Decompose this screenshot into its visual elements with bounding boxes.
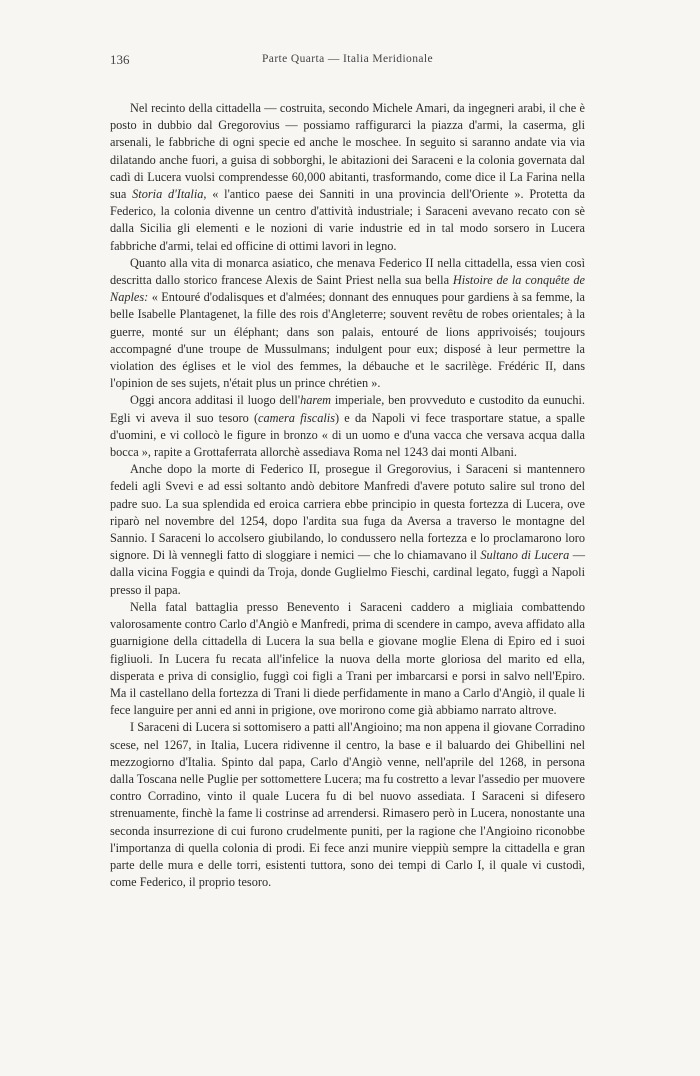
text-run: — dalla vicina Foggia e quindi da Troja, donde Guglielmo Fieschi, cardinal legato, fuggì a Napoli presso il papa. [110,548,585,597]
paragraph [110,255,585,393]
italic-title: Histoire de la conquête de Naples: [110,273,585,305]
text-run: Oggi ancora additasi il luogo dell' [130,393,301,408]
text-run: Quanto alla vita di monarca asiatico, che menava Federico II nella cittadella, essa vien così descritta dallo storico francese Alexis de Saint Priest nella sua bella [110,255,585,288]
page-number: 136 [110,52,130,67]
body-text [110,100,585,891]
text-run: Anche dopo la morte di Federico II, prosegue il Gregorovius, i Saraceni si mantennero fedeli agli Svevi e ad essi soltanto andò debitore Manfredi d'avere potuto salire sul trono del padre suo. La sua splendida ed eroica carriera ebbe principio in questa fortezza di Lucera, ove riparò nel novembre del 1254, dopo l'ardita sua fuga da Aversa a traverso le montagne del Sannio. I Saraceni lo accolsero giubilando, lo condussero nella fortezza e lo proclamarono loro signore. Di là vennegli fatto di sloggiare i nemici — che lo chiamavano il [110,462,585,563]
running-title: Parte Quarta — Italia Meridionale [262,53,433,65]
paragraph [110,599,585,719]
book-page [110,52,585,891]
text-run: « Entouré d'odalisques et d'almées; donnant des ennuques pour gardiens à sa femme, la belle Isabelle Plantagenet, la fille des rois d'Angleterre; souvent revêtu de robes orientales; à la guerre, monté sur un éléphant; dans son palais, entouré de lions apprivoisés; toujours accompagné d'une troupe de Mussulmans; indulgent pour eux; disposé à leur permettre la violation des églises et le viol des femmes, la débauche et le sacrilège. Frédéric II, dans l'opinion de ses sujets, n'était plus un prince chrétien ». [110,290,585,391]
text-run: , « l'antico paese dei Sanniti in una provincia dell'Oriente ». Protetta da Federico, la colonia divenne un centro d'attività industriale; i Saraceni avevano recato con sè dalla Sicilia gli elementi e le nozioni di varie industrie ed in tal modo sorsero in Lucera fabbriche d'armi, telai ed officine di ottimi lavori in legno. [110,187,585,253]
paragraph [110,719,585,891]
italic-title: Storia d'Italia [132,187,204,202]
text-run: ) e da Napoli vi fece trasportare statue, a spalle d'uomini, e vi collocò le figure in bronzo « di un uomo e d'una vacca che versava acqua dalla bocca », rapite a Grottaferrata allorchè assediava Roma nel 1243 dai monti Albani. [110,410,585,460]
text-run: imperiale, ben provveduto e custodito da eunuchi. Egli vi aveva il suo tesoro ( [110,393,585,425]
italic-term: Sultano di Lucera [480,548,570,563]
page-header [110,52,585,70]
text-run: I Saraceni di Lucera si sottomisero a patti all'Angioino; ma non appena il giovane Corradino scese, nel 1267, in Italia, Lucera ridivenne il centro, la base e il baluardo dei Ghibellini nel mezzogiorno d'Italia. Spinto dal papa, Carlo d'Angiò venne, nell'aprile del 1268, in persona dalla Toscana nelle Puglie per sottomettere Lucera; ma fu costretto a levar l'assedio per muovere contro Corradino, vinto il quale Lucera fu di bel nuovo assediata. I Saraceni si difesero strenuamente, finchè la fame li costrinse ad arrendersi. Rimasero però in Lucera, nonostante una seconda insurrezione di cui furono crudelmente puniti, per la ragione che l'Angioino riconobbe l'importanza di quella colonia di prodi. Ei fece anzi munire vieppiù sempre la cittadella e gran parte delle mura e delle torri, esistenti tuttora, sono dei tempi di Carlo I, il quale vi custodì, come Federico, il proprio tesoro. [110,720,585,890]
text-run: Nella fatal battaglia presso Benevento i Saraceni caddero a migliaia combattendo valorosamente contro Carlo d'Angiò e Manfredi, prima di scendere in campo, aveva affidato alla guarnigione della cittadella di Lucera la sua bella e giovane moglie Elena di Epiro ed i suoi figliuoli. In Lucera fu recata all'infelice la nuova della morte gloriosa del marito ed ella, disperata e priva di consiglio, fuggì coi figli a Trani per imbarcarsi e porsi in salvo nell'Epiro. Ma il castellano della fortezza di Trani li diede perfidamente in mano a Carlo d'Angiò, il quale li fece languire per anni ed anni in prigione, ove morirono come già abbiamo narrato altrove. [110,599,585,718]
paragraph [110,461,585,599]
text-run: Nel recinto della cittadella — costruita, secondo Michele Amari, da ingegneri arabi, il che è posto in dubbio dal Gregorovius — possiamo raffigurarci la piazza d'armi, la caserma, gli arsenali, le fabbriche di ogni specie ed anche le moschee. In seguito si saranno andate via via dilatando anche fuori, a guisa di sobborghi, le abitazioni dei Saraceni e la colonia governata dal cadì di Lucera vuolsi comprendesse 60,000 abitanti, trasformando, come dice il La Farina nella sua [110,101,585,202]
paragraph [110,392,585,461]
italic-term: harem [300,393,332,408]
paragraph [110,100,585,255]
italic-term: camera fiscalis [258,410,335,425]
